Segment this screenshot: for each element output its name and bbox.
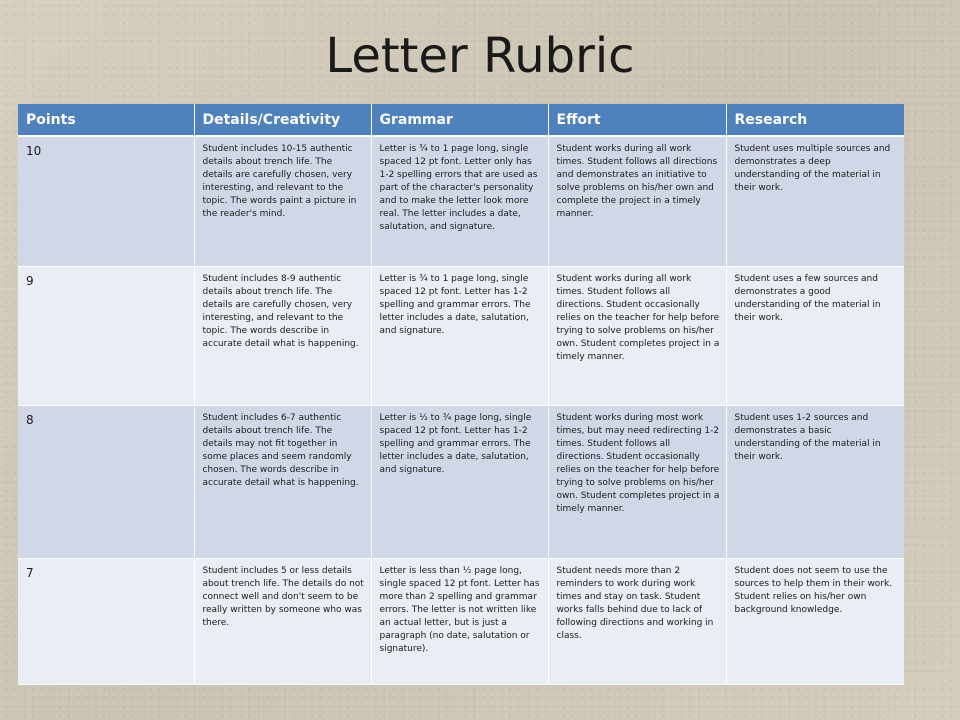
grammar-cell: Letter is ¾ to 1 page long, single spaced 12 pt font. Letter has 1-2 spelling and grammar errors. The letter includes a date, salutation, and signature. bbox=[371, 266, 548, 405]
effort-cell: Student works during all work times. Student follows all directions and demonstrates an initiative to solve problems on his/her own and complete the project in a timely manner. bbox=[548, 136, 726, 266]
slide-title: Letter Rubric bbox=[325, 28, 635, 84]
points-cell: 9 bbox=[18, 266, 194, 405]
grammar-cell: Letter is ½ to ¾ page long, single spaced 12 pt font. Letter has 1-2 spelling and grammar errors. The letter includes a date, salutation, and signature. bbox=[371, 405, 548, 558]
research-cell: Student does not seem to use the sources to help them in their work. Student relies on his/her own background knowledge. bbox=[726, 558, 904, 684]
points-cell: 7 bbox=[18, 558, 194, 684]
table-row bbox=[18, 136, 904, 266]
details-cell: Student includes 8-9 authentic details about trench life. The details are carefully chosen, very interesting, and relevant to the topic. The words describe in accurate detail what is happening. bbox=[194, 266, 371, 405]
research-cell: Student uses a few sources and demonstrates a good understanding of the material in their work. bbox=[726, 266, 904, 405]
table-header-row bbox=[18, 104, 904, 136]
effort-cell: Student needs more than 2 reminders to work during work times and stay on task. Student works falls behind due to lack of following directions and working in class. bbox=[548, 558, 726, 684]
effort-cell: Student works during all work times. Student follows all directions. Student occasionally relies on the teacher for help before trying to solve problems on his/her own. Student completes project in a timely manner. bbox=[548, 266, 726, 405]
details-cell: Student includes 6-7 authentic details about trench life. The details may not fit together in some places and seem randomly chosen. The words describe in accurate detail what is happening. bbox=[194, 405, 371, 558]
table-row bbox=[18, 266, 904, 405]
table-row bbox=[18, 405, 904, 558]
grammar-cell: Letter is less than ½ page long, single spaced 12 pt font. Letter has more than 2 spelling and grammar errors. The letter is not written like an actual letter, but is just a paragraph (no date, salutation or signature). bbox=[371, 558, 548, 684]
effort-cell: Student works during most work times, but may need redirecting 1-2 times. Student follows all directions. Student occasionally relies on the teacher for help before trying to solve problems on his/her own. Student completes project in a timely manner. bbox=[548, 405, 726, 558]
header-details-creativity: Details/Creativity bbox=[194, 104, 371, 136]
points-cell: 8 bbox=[18, 405, 194, 558]
header-grammar: Grammar bbox=[371, 104, 548, 136]
grammar-cell: Letter is ¾ to 1 page long, single spaced 12 pt font. Letter only has 1-2 spelling errors that are used as part of the character's personality and to make the letter look more real. The letter includes a date, salutation, and signature. bbox=[371, 136, 548, 266]
header-effort: Effort bbox=[548, 104, 726, 136]
details-cell: Student includes 5 or less details about trench life. The details do not connect well and don't seem to be really written by someone who was there. bbox=[194, 558, 371, 684]
table-row bbox=[18, 558, 904, 684]
header-research: Research bbox=[726, 104, 904, 136]
header-points: Points bbox=[18, 104, 194, 136]
points-cell: 10 bbox=[18, 136, 194, 266]
research-cell: Student uses 1-2 sources and demonstrates a basic understanding of the material in their work. bbox=[726, 405, 904, 558]
rubric-table bbox=[18, 104, 904, 685]
research-cell: Student uses multiple sources and demonstrates a deep understanding of the material in their work. bbox=[726, 136, 904, 266]
details-cell: Student includes 10-15 authentic details about trench life. The details are carefully chosen, very interesting, and relevant to the topic. The words paint a picture in the reader's mind. bbox=[194, 136, 371, 266]
